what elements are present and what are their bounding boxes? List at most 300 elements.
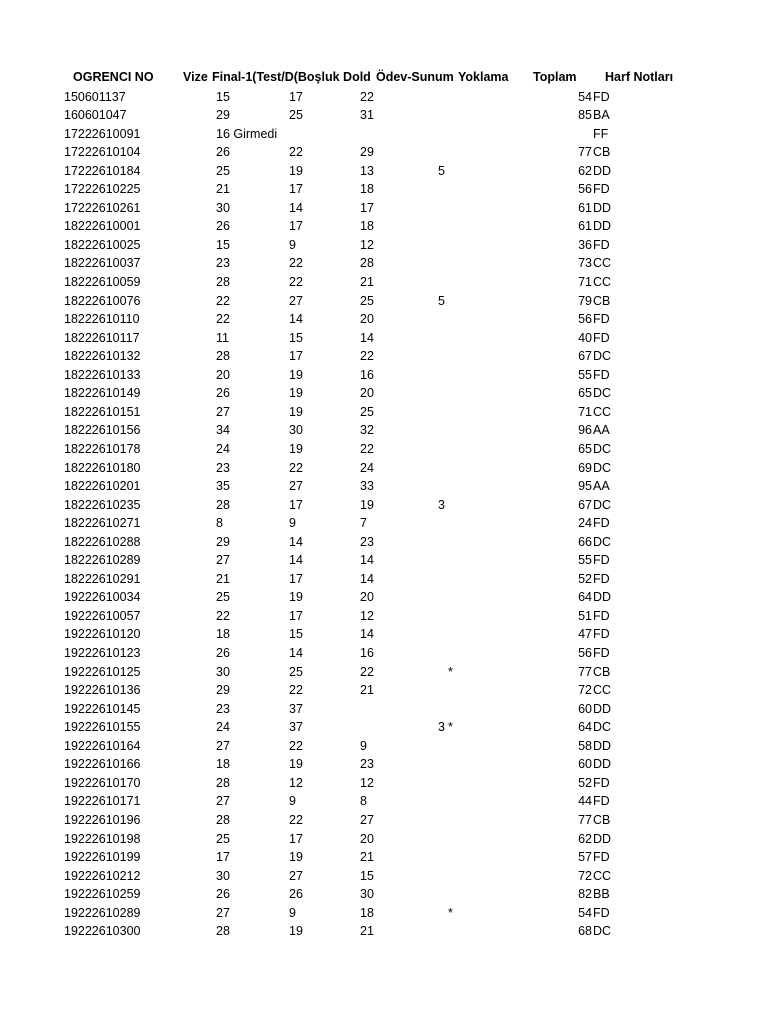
- cell-ogrenci-no: 19222610057: [64, 608, 141, 623]
- cell-bosluk-doldurma: 22: [360, 349, 374, 364]
- cell-final-1: 15: [289, 330, 303, 345]
- cell-harf-notu: CC: [593, 275, 612, 289]
- cell-toplam: 56: [578, 312, 592, 327]
- table-row: [0, 421, 768, 440]
- cell-bosluk-doldurma: 14: [360, 627, 374, 642]
- cell-final-1: 14: [289, 312, 303, 327]
- cell-bosluk-doldurma: 14: [360, 553, 374, 568]
- cell-toplam: 56: [578, 646, 592, 660]
- cell-harf-notu: DD: [593, 831, 612, 846]
- cell-ogrenci-no: 160601047: [64, 108, 127, 123]
- cell-toplam: 58: [578, 738, 592, 753]
- cell-ogrenci-no: 18222610291: [64, 571, 141, 586]
- cell-final-1: 30: [289, 423, 303, 438]
- cell-bosluk-doldurma: 22: [360, 441, 374, 456]
- cell-vize: 21: [216, 182, 230, 197]
- header-yoklama: Yoklama: [458, 70, 509, 84]
- cell-bosluk-doldurma: 18: [360, 905, 374, 920]
- cell-toplam: 95: [578, 479, 592, 494]
- cell-ogrenci-no: 19222610170: [64, 775, 141, 790]
- cell-ogrenci-no: 150601137: [64, 89, 126, 104]
- cell-toplam: 77: [578, 664, 592, 679]
- cell-vize: 27: [216, 794, 230, 809]
- cell-bosluk-doldurma: 15: [360, 868, 374, 883]
- cell-harf-notu: DC: [593, 924, 612, 939]
- cell-vize: 18: [216, 627, 230, 642]
- cell-final-1: 15: [289, 627, 303, 642]
- cell-harf-notu: FD: [593, 182, 610, 197]
- cell-bosluk-doldurma: 18: [360, 182, 374, 197]
- cell-harf-notu: DD: [593, 219, 612, 234]
- cell-toplam: 82: [578, 887, 592, 902]
- cell-harf-notu: DD: [593, 757, 612, 772]
- cell-ogrenci-no: 19222610145: [64, 701, 141, 716]
- cell-ogrenci-no: 18222610235: [64, 497, 141, 512]
- table-row: [0, 867, 768, 886]
- cell-harf-notu: CC: [593, 404, 612, 419]
- cell-vize: 27: [216, 404, 230, 419]
- cell-harf-notu: FD: [593, 312, 610, 327]
- cell-harf-notu: CB: [593, 664, 611, 679]
- cell-final-1: 22: [289, 145, 303, 160]
- cell-vize: 26: [216, 145, 230, 160]
- table-row: [0, 830, 768, 849]
- table-row: [0, 162, 768, 181]
- cell-toplam: 61: [578, 219, 592, 234]
- cell-toplam: 56: [578, 182, 592, 197]
- cell-yoklama: *: [448, 720, 453, 735]
- table-row: [0, 347, 768, 366]
- cell-bosluk-doldurma: 7: [360, 516, 367, 531]
- cell-vize: 21: [216, 571, 230, 586]
- cell-ogrenci-no: 19222610155: [64, 720, 141, 735]
- cell-final-1: 19: [289, 163, 303, 178]
- header-harf-notlari: Harf Notları: [605, 70, 674, 84]
- cell-toplam: 66: [578, 534, 592, 549]
- cell-ogrenci-no: 18222610076: [64, 293, 141, 308]
- cell-final-1: 17: [289, 831, 303, 846]
- cell-bosluk-doldurma: 22: [360, 664, 374, 679]
- cell-vize: 27: [216, 905, 230, 920]
- cell-harf-notu: FD: [593, 850, 610, 865]
- cell-vize: 26: [216, 887, 230, 902]
- cell-final-1: 22: [289, 812, 303, 827]
- table-row: [0, 403, 768, 422]
- table-row: [0, 792, 768, 811]
- cell-bosluk-doldurma: 32: [360, 423, 374, 438]
- table-row: [0, 329, 768, 348]
- table-row: [0, 180, 768, 199]
- table-row: [0, 885, 768, 904]
- cell-ogrenci-no: 19222610164: [64, 738, 141, 753]
- cell-final-1: 19: [289, 404, 303, 419]
- cell-final-1: 19: [289, 757, 303, 772]
- cell-final-1: 19: [289, 441, 303, 456]
- cell-vize: 29: [216, 108, 230, 123]
- table-row: [0, 125, 768, 144]
- cell-bosluk-doldurma: 20: [360, 831, 374, 846]
- cell-final-1: 14: [289, 646, 303, 660]
- cell-toplam: 62: [578, 163, 592, 178]
- cell-ogrenci-no: 19222610171: [64, 794, 141, 809]
- cell-ogrenci-no: 18222610117: [64, 330, 140, 345]
- cell-harf-notu: FD: [593, 571, 610, 586]
- cell-vize: 28: [216, 812, 230, 827]
- cell-harf-notu: DD: [593, 738, 612, 753]
- cell-ogrenci-no: 18222610201: [64, 479, 141, 494]
- cell-vize: 35: [216, 479, 230, 494]
- cell-ogrenci-no: 18222610271: [64, 516, 141, 531]
- cell-bosluk-doldurma: 28: [360, 256, 374, 271]
- cell-harf-notu: FF: [593, 126, 609, 141]
- table-row: [0, 310, 768, 329]
- header-odev-sunum: Ödev-Sunum: [376, 70, 454, 84]
- cell-vize: 26: [216, 386, 230, 401]
- cell-toplam: 54: [578, 905, 592, 920]
- cell-harf-notu: BB: [593, 887, 610, 902]
- cell-final-1: 19: [289, 850, 303, 865]
- cell-bosluk-doldurma: 9: [360, 738, 367, 753]
- header-vize: Vize: [183, 70, 208, 84]
- cell-vize: 28: [216, 924, 230, 939]
- cell-bosluk-doldurma: 8: [360, 794, 367, 809]
- table-row: [0, 366, 768, 385]
- cell-ogrenci-no: 18222610132: [64, 349, 141, 364]
- table-row: [0, 811, 768, 830]
- cell-vize: 25: [216, 831, 230, 846]
- cell-harf-notu: FD: [593, 516, 610, 531]
- table-row: [0, 143, 768, 162]
- cell-final-1: 22: [289, 738, 303, 753]
- cell-ogrenci-no: 18222610156: [64, 423, 141, 438]
- cell-harf-notu: FD: [593, 608, 610, 623]
- table-row: [0, 459, 768, 478]
- table-row: [0, 496, 768, 515]
- table-row: [0, 217, 768, 236]
- cell-ogrenci-no: 17222610184: [64, 163, 141, 178]
- cell-toplam: 36: [578, 237, 592, 252]
- cell-odev-sunum: 3: [438, 720, 445, 735]
- cell-harf-notu: DD: [593, 590, 612, 605]
- cell-ogrenci-no: 19222610166: [64, 757, 141, 772]
- cell-final-1: 25: [289, 108, 303, 123]
- cell-toplam: 85: [578, 108, 592, 123]
- cell-toplam: 69: [578, 460, 592, 475]
- cell-odev-sunum: 5: [438, 163, 445, 178]
- cell-ogrenci-no: 18222610149: [64, 386, 141, 401]
- cell-ogrenci-no: 19222610259: [64, 887, 141, 902]
- cell-bosluk-doldurma: 17: [360, 200, 374, 215]
- table-row: [0, 700, 768, 719]
- cell-toplam: 57: [578, 850, 592, 865]
- cell-toplam: 51: [578, 608, 592, 623]
- cell-bosluk-doldurma: 13: [360, 163, 374, 178]
- cell-harf-notu: CC: [593, 868, 612, 883]
- cell-ogrenci-no: 19222610034: [64, 590, 141, 605]
- table-row: [0, 774, 768, 793]
- cell-harf-notu: FD: [593, 330, 610, 345]
- cell-final-1: 37: [289, 720, 303, 735]
- cell-final-1: 19: [289, 386, 303, 401]
- cell-ogrenci-no: 17222610225: [64, 182, 141, 197]
- header-ogrenci-no: OGRENCI NO: [73, 70, 154, 84]
- cell-harf-notu: CC: [593, 256, 612, 271]
- cell-ogrenci-no: 19222610199: [64, 850, 141, 865]
- cell-harf-notu: DC: [593, 441, 612, 456]
- cell-bosluk-doldurma: 27: [360, 812, 374, 827]
- cell-harf-notu: FD: [593, 89, 610, 104]
- cell-harf-notu: FD: [593, 553, 610, 568]
- cell-bosluk-doldurma: 16: [360, 367, 374, 382]
- cell-final-1: 14: [289, 553, 303, 568]
- cell-harf-notu: FD: [593, 646, 610, 660]
- table-row: [0, 199, 768, 218]
- cell-vize: 22: [216, 293, 230, 308]
- cell-vize: 27: [216, 738, 230, 753]
- cell-vize: 24: [216, 720, 230, 735]
- cell-ogrenci-no: 18222610151: [64, 404, 141, 419]
- cell-bosluk-doldurma: 22: [360, 89, 374, 104]
- cell-vize: 25: [216, 163, 230, 178]
- cell-final-1: 12: [289, 775, 303, 790]
- cell-bosluk-doldurma: 18: [360, 219, 374, 234]
- cell-ogrenci-no: 18222610289: [64, 553, 141, 568]
- cell-harf-notu: DC: [593, 460, 612, 475]
- cell-toplam: 55: [578, 553, 592, 568]
- cell-ogrenci-no: 19222610212: [64, 868, 141, 883]
- cell-bosluk-doldurma: 21: [360, 275, 374, 289]
- cell-ogrenci-no: 18222610037: [64, 256, 141, 271]
- cell-ogrenci-no: 19222610289: [64, 905, 141, 920]
- table-row: [0, 273, 768, 292]
- cell-final-1: 27: [289, 868, 303, 883]
- cell-ogrenci-no: 18222610059: [64, 275, 141, 289]
- cell-toplam: 55: [578, 367, 592, 382]
- cell-final-1: 19: [289, 367, 303, 382]
- cell-final-1: 9: [289, 237, 296, 252]
- cell-vize: 18: [216, 757, 230, 772]
- table-row: [0, 533, 768, 552]
- cell-vize: 24: [216, 441, 230, 456]
- cell-ogrenci-no: 17222610261: [64, 200, 141, 215]
- cell-vize-note: 16 Girmedi: [216, 126, 278, 141]
- cell-vize: 26: [216, 219, 230, 234]
- cell-toplam: 77: [578, 145, 592, 160]
- cell-yoklama: *: [448, 905, 453, 920]
- cell-final-1: 19: [289, 924, 303, 939]
- cell-vize: 15: [216, 237, 230, 252]
- cell-toplam: 52: [578, 571, 592, 586]
- table-row: [0, 477, 768, 496]
- table-row: [0, 384, 768, 403]
- table-row: [0, 88, 768, 107]
- cell-bosluk-doldurma: 23: [360, 534, 374, 549]
- cell-ogrenci-no: 17222610104: [64, 145, 141, 160]
- cell-vize: 23: [216, 701, 230, 716]
- cell-vize: 22: [216, 312, 230, 327]
- cell-toplam: 67: [578, 497, 592, 512]
- cell-toplam: 68: [578, 924, 592, 939]
- cell-vize: 30: [216, 664, 230, 679]
- cell-vize: 25: [216, 590, 230, 605]
- table-row: [0, 755, 768, 774]
- table-row: [0, 440, 768, 459]
- cell-final-1: 17: [289, 571, 303, 586]
- cell-final-1: 17: [289, 89, 303, 104]
- cell-final-1: 9: [289, 516, 296, 531]
- cell-ogrenci-no: 19222610196: [64, 812, 141, 827]
- cell-bosluk-doldurma: 21: [360, 683, 374, 698]
- cell-harf-notu: DD: [593, 701, 612, 716]
- table-row: [0, 236, 768, 255]
- cell-bosluk-doldurma: 12: [360, 608, 374, 623]
- cell-toplam: 71: [578, 404, 592, 419]
- table-row: [0, 607, 768, 626]
- header-final-1: Final-1(Test/D(Boşluk Dold: [212, 70, 371, 84]
- cell-toplam: 67: [578, 349, 592, 364]
- cell-bosluk-doldurma: 21: [360, 924, 374, 939]
- cell-harf-notu: FD: [593, 794, 610, 809]
- cell-harf-notu: FD: [593, 905, 610, 920]
- cell-ogrenci-no: 18222610110: [64, 312, 140, 327]
- table-row: [0, 922, 768, 941]
- table-row: [0, 106, 768, 125]
- cell-ogrenci-no: 19222610120: [64, 627, 141, 642]
- cell-final-1: 19: [289, 590, 303, 605]
- cell-bosluk-doldurma: 31: [360, 108, 374, 123]
- cell-bosluk-doldurma: 20: [360, 312, 374, 327]
- cell-bosluk-doldurma: 21: [360, 850, 374, 865]
- cell-toplam: 54: [578, 89, 592, 104]
- cell-bosluk-doldurma: 16: [360, 646, 374, 660]
- cell-vize: 28: [216, 275, 230, 289]
- cell-bosluk-doldurma: 29: [360, 145, 374, 160]
- cell-bosluk-doldurma: 20: [360, 386, 374, 401]
- cell-bosluk-doldurma: 30: [360, 887, 374, 902]
- cell-final-1: 27: [289, 479, 303, 494]
- cell-ogrenci-no: 18222610180: [64, 460, 141, 475]
- table-row: [0, 644, 768, 663]
- cell-vize: 28: [216, 775, 230, 790]
- cell-harf-notu: FD: [593, 627, 610, 642]
- cell-harf-notu: DC: [593, 349, 612, 364]
- cell-toplam: 64: [578, 590, 592, 605]
- cell-bosluk-doldurma: 12: [360, 237, 374, 252]
- header-toplam: Toplam: [533, 70, 577, 84]
- cell-bosluk-doldurma: 23: [360, 757, 374, 772]
- cell-toplam: 77: [578, 812, 592, 827]
- cell-final-1: 22: [289, 256, 303, 271]
- cell-toplam: 65: [578, 441, 592, 456]
- cell-yoklama: *: [448, 664, 453, 679]
- cell-toplam: 47: [578, 627, 592, 642]
- cell-ogrenci-no: 18222610133: [64, 367, 141, 382]
- cell-vize: 8: [216, 516, 223, 531]
- cell-final-1: 17: [289, 349, 303, 364]
- cell-ogrenci-no: 19222610123: [64, 646, 141, 660]
- cell-toplam: 62: [578, 831, 592, 846]
- cell-bosluk-doldurma: 14: [360, 571, 374, 586]
- cell-harf-notu: DC: [593, 720, 612, 735]
- cell-ogrenci-no: 19222610300: [64, 924, 141, 939]
- cell-bosluk-doldurma: 33: [360, 479, 374, 494]
- cell-final-1: 14: [289, 200, 303, 215]
- cell-odev-sunum: 5: [438, 293, 445, 308]
- cell-toplam: 73: [578, 256, 592, 271]
- cell-harf-notu: CB: [593, 145, 611, 160]
- cell-harf-notu: DC: [593, 386, 612, 401]
- cell-final-1: 22: [289, 683, 303, 698]
- table-row: [0, 904, 768, 923]
- cell-harf-notu: AA: [593, 423, 610, 438]
- cell-final-1: 22: [289, 275, 303, 289]
- cell-final-1: 25: [289, 664, 303, 679]
- cell-vize: 28: [216, 349, 230, 364]
- cell-vize: 28: [216, 497, 230, 512]
- cell-final-1: 22: [289, 460, 303, 475]
- cell-harf-notu: CB: [593, 812, 611, 827]
- cell-final-1: 26: [289, 887, 303, 902]
- cell-ogrenci-no: 17222610091: [64, 126, 141, 141]
- cell-toplam: 24: [578, 516, 592, 531]
- cell-harf-notu: DC: [593, 497, 612, 512]
- cell-toplam: 65: [578, 386, 592, 401]
- cell-vize: 22: [216, 608, 230, 623]
- cell-final-1: 17: [289, 182, 303, 197]
- cell-bosluk-doldurma: 19: [360, 497, 374, 512]
- cell-vize: 15: [216, 89, 230, 104]
- cell-ogrenci-no: 19222610136: [64, 683, 141, 698]
- cell-toplam: 96: [578, 423, 592, 438]
- cell-ogrenci-no: 18222610001: [64, 219, 141, 234]
- cell-vize: 26: [216, 646, 230, 660]
- cell-final-1: 14: [289, 534, 303, 549]
- cell-final-1: 37: [289, 701, 303, 716]
- cell-ogrenci-no: 19222610198: [64, 831, 141, 846]
- table-row: [0, 514, 768, 533]
- table-row: [0, 292, 768, 311]
- cell-bosluk-doldurma: 25: [360, 404, 374, 419]
- cell-harf-notu: BA: [593, 108, 610, 123]
- table-row: [0, 737, 768, 756]
- cell-toplam: 60: [578, 701, 592, 716]
- cell-toplam: 64: [578, 720, 592, 735]
- cell-toplam: 61: [578, 200, 592, 215]
- cell-bosluk-doldurma: 14: [360, 330, 374, 345]
- cell-odev-sunum: 3: [438, 497, 445, 512]
- table-row: [0, 625, 768, 644]
- cell-toplam: 60: [578, 757, 592, 772]
- cell-toplam: 40: [578, 330, 592, 345]
- cell-harf-notu: AA: [593, 479, 610, 494]
- cell-bosluk-doldurma: 12: [360, 775, 374, 790]
- table-row: [0, 551, 768, 570]
- cell-vize: 23: [216, 460, 230, 475]
- cell-vize: 30: [216, 868, 230, 883]
- cell-final-1: 9: [289, 905, 296, 920]
- cell-bosluk-doldurma: 25: [360, 293, 374, 308]
- cell-toplam: 52: [578, 775, 592, 790]
- cell-harf-notu: FD: [593, 367, 610, 382]
- cell-harf-notu: DD: [593, 163, 612, 178]
- cell-vize: 17: [216, 850, 230, 865]
- cell-toplam: 72: [578, 683, 592, 698]
- cell-vize: 27: [216, 553, 230, 568]
- cell-final-1: 17: [289, 497, 303, 512]
- cell-toplam: 79: [578, 293, 592, 308]
- cell-vize: 23: [216, 256, 230, 271]
- cell-toplam: 44: [578, 794, 592, 809]
